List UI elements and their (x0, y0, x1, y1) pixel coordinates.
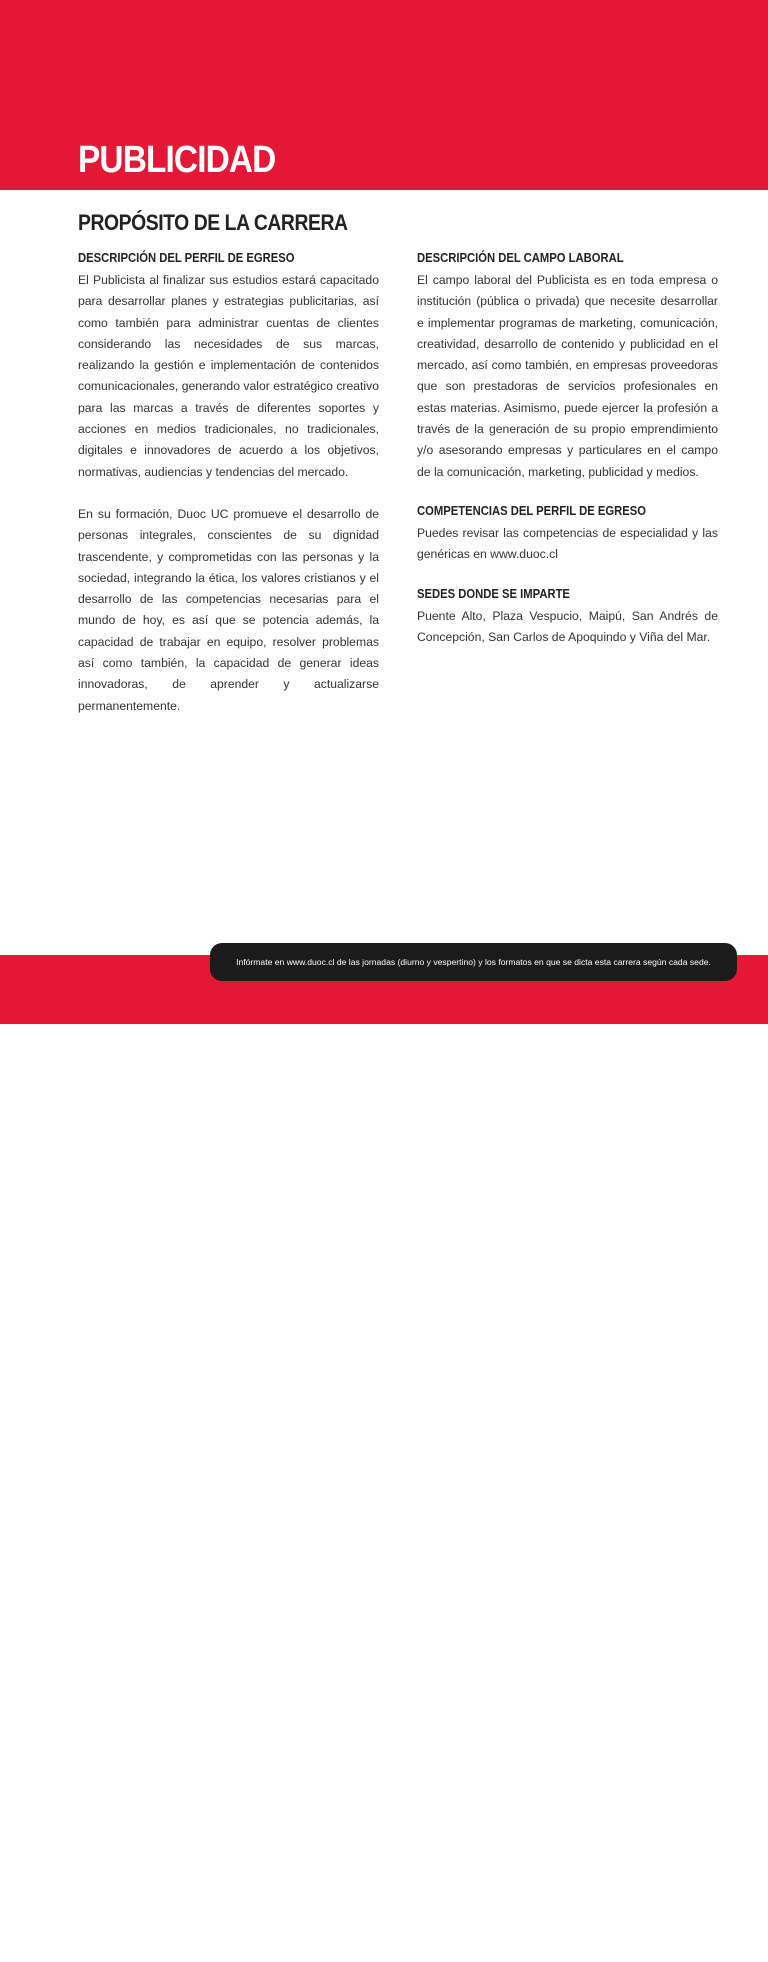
perfil-egreso-paragraph-2: En su formación, Duoc UC promueve el desarrollo de personas integrales, conscientes de su dignidad trascendente, y comprometidas con las personas y la sociedad, integrando la ética, los valores cristianos y el desarrollo de las competencias necesarias para el mundo de hoy, es así que se potencia además, la capacidad de trabajar en equipo, resolver problemas así como también, la capacidad de generar ideas innovadoras, de aprender y actualizarse permanentemente. (78, 506, 379, 713)
section-gap (417, 566, 718, 586)
competencias-paragraph: Puedes revisar las competencias de especialidad y las genéricas en www.duoc.cl (417, 525, 718, 562)
campo-laboral-paragraph: El campo laboral del Publicista es en toda empresa o institución (pública o privada) que necesite desarrollar e implementar programas de marketing, comunicación, creatividad, desarrollo de contenido y publicidad en el mercado, así como también, en empresas proveedoras que son prestadoras de servicios profesionales en estas materias. Asimismo, puede ejercer la profesión a través de la generación de su propio emprendimiento y/o asesorando empresas y particulares en el campo de la comunicación, marketing, publicidad y medios. (417, 273, 718, 479)
right-column (417, 250, 718, 648)
section-title: PROPÓSITO DE LA CARRERA (78, 210, 348, 235)
campo-laboral-heading: DESCRIPCIÓN DEL CAMPO LABORAL (417, 251, 624, 265)
competencias-heading: COMPETENCIAS DEL PERFIL DE EGRESO (417, 503, 646, 518)
duoc-uc-logo (80, 1932, 187, 1962)
registered-mark: ® (182, 1944, 188, 1953)
perfil-egreso-heading: DESCRIPCIÓN DEL PERFIL DE EGRESO (78, 251, 295, 265)
info-pill-text: Infórmate en www.duoc.cl de las jornadas (diurno y vespertino) y los formatos en que se dicta esta carrera según cada sede. (236, 957, 711, 967)
sedes-heading: SEDES DONDE SE IMPARTE (417, 586, 570, 601)
page-title: PUBLICIDAD (78, 139, 276, 181)
section-gap (417, 483, 718, 503)
sedes-paragraph: Puente Alto, Plaza Vespucio, Maipú, San Andrés de Concepción, San Carlos de Apoquindo y Viña del Mar. (417, 608, 718, 644)
paragraph-gap (78, 483, 379, 504)
brand-name: Duoc UC (80, 1933, 183, 1961)
info-pill (210, 943, 737, 981)
left-column (78, 250, 379, 717)
header-banner (0, 0, 768, 190)
perfil-egreso-paragraph-1: El Publicista al finalizar sus estudios estará capacitado para desarrollar planes y estrategias publicitarias, así como también para administrar cuentas de clientes considerando las necesidades de sus marcas, realizando la gestión e implementación de contenidos comunicacionales, generando valor estratégico creativo para las marcas a través de diferentes soportes y acciones en medios tradicionales, no tradicionales, digitales e innovadores de acuerdo a los objetivos, normativas, audiencias y tendencias del mercado. (78, 273, 379, 479)
